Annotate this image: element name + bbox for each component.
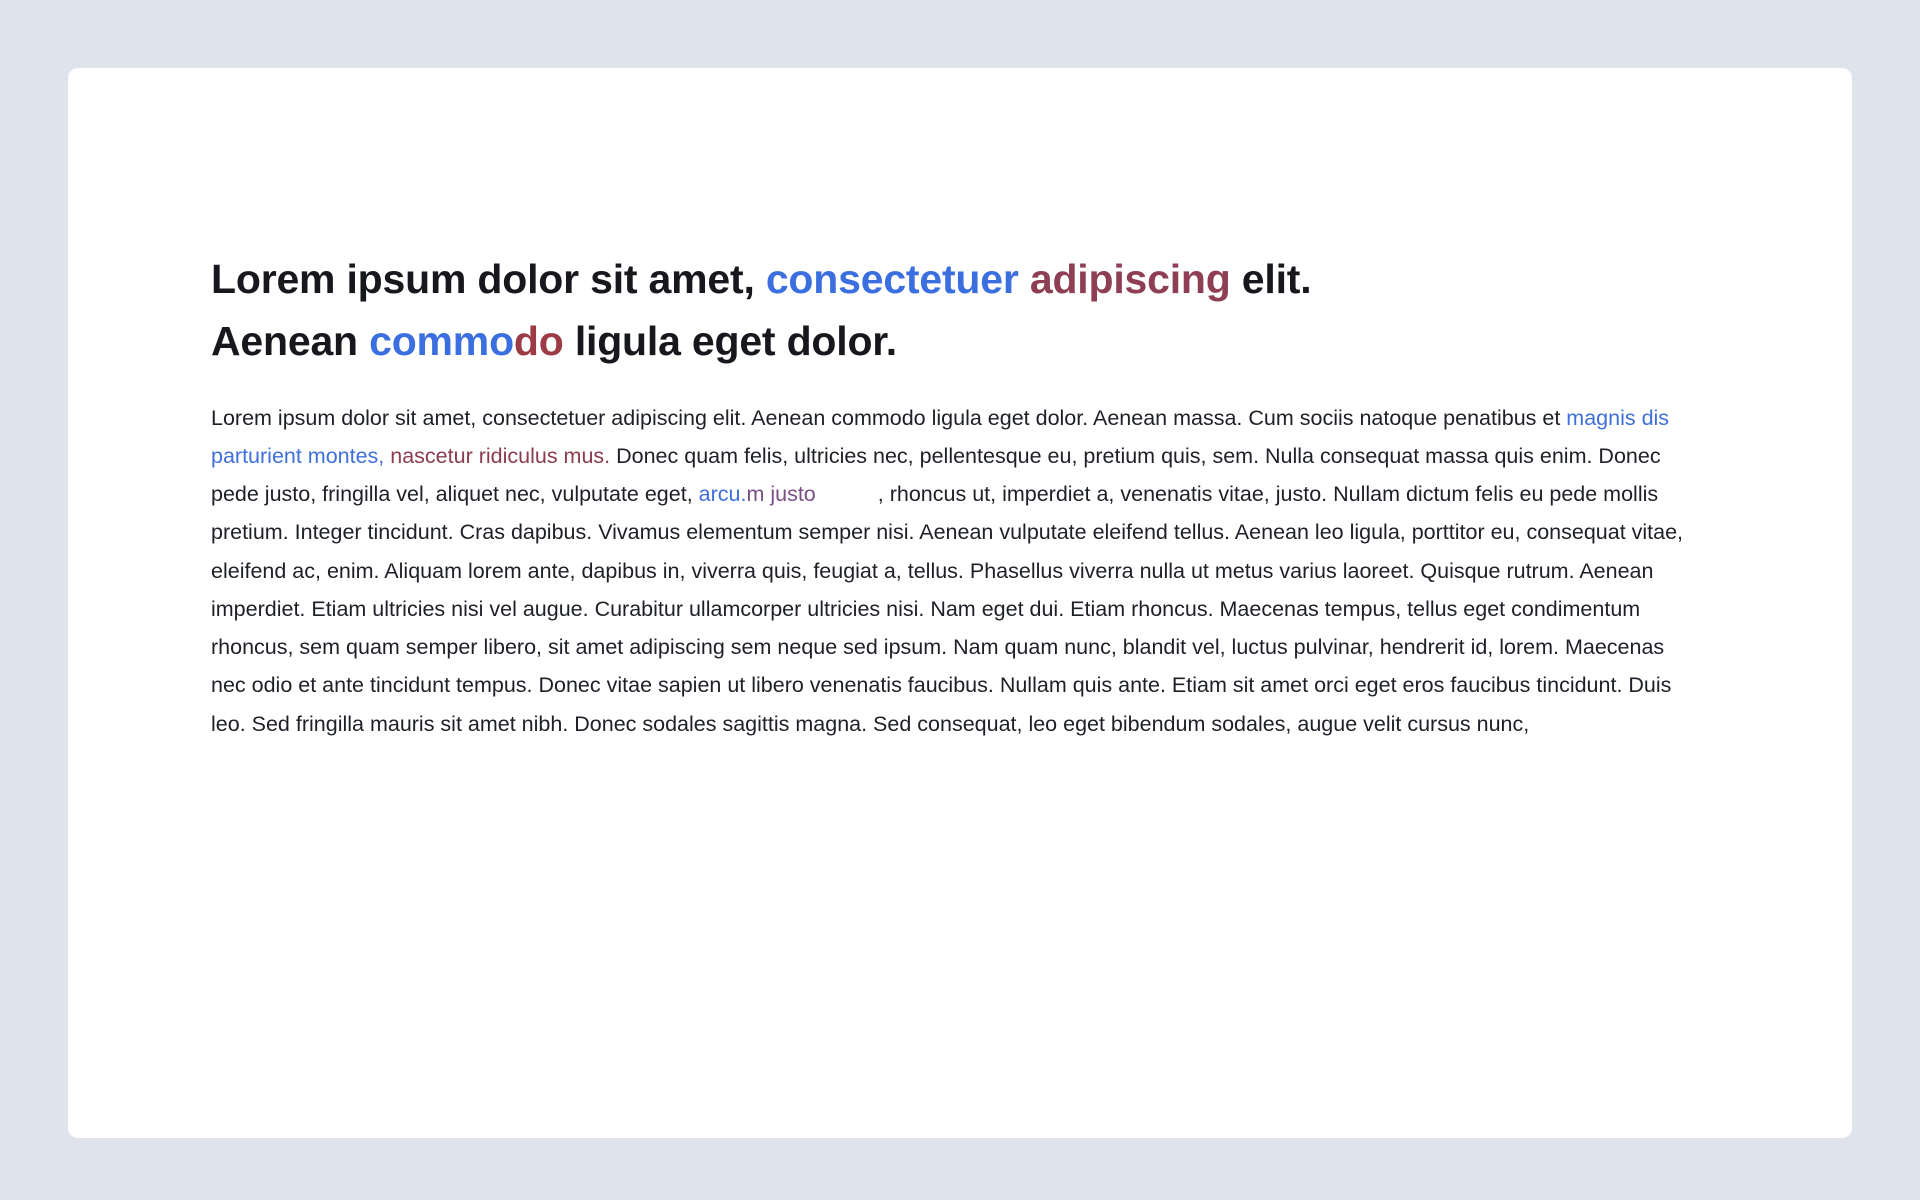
headline-accent-consectetuer: consectetuer: [765, 256, 1030, 302]
headline-text-plain-3: Aenean: [211, 318, 370, 365]
paragraph-segment-1: Lorem ipsum dolor sit amet, consectetuer adipiscing elit. Aenean commodo ligula eget dolor. Aenean massa. Cum sociis natoque penatibus et: [211, 405, 1567, 430]
headline-line-1: [211, 256, 1311, 302]
headline-accent-do: do: [513, 318, 564, 365]
headline-accent-commo: commo: [369, 318, 514, 365]
page-title: [211, 248, 1701, 373]
body-paragraph: [211, 399, 1701, 743]
headline-line-2: [211, 318, 897, 364]
inline-link-nascetur[interactable]: nascetur ridiculus mus.: [390, 443, 611, 468]
paragraph-segment-2: Donec quam felis, ultricies nec, pellentesque eu, pretium quis, sem. Nulla consequat massa quis enim. Donec pede justo, fringilla vel, aliquet nec, vulputate eget,: [211, 443, 1661, 507]
inline-link-magnis-dis[interactable]: magnis dis parturient montes,: [211, 405, 1670, 468]
inline-link-m-justo[interactable]: m justo: [746, 482, 816, 507]
inline-link-arcu[interactable]: arcu.: [698, 482, 747, 507]
headline-text-plain-1: Lorem ipsum dolor sit amet,: [211, 256, 766, 302]
headline-text-plain-4: ligula eget dolor.: [563, 318, 897, 365]
headline-accent-adipiscing: adipiscing: [1029, 256, 1231, 302]
document-card: [68, 68, 1852, 1138]
document-content: [211, 248, 1701, 743]
headline-text-plain-2: elit.: [1230, 256, 1312, 302]
paragraph-segment-3: , rhoncus ut, imperdiet a, venenatis vitae, justo. Nullam dictum felis eu pede mollis pretium. Integer tincidunt. Cras dapibus. Vivamus elementum semper nisi. Aenean vulputate eleifend tellus. Aenean leo ligula, porttitor eu, consequat vitae, eleifend ac, enim. Aliquam lorem ante, dapibus in, viverra quis, feugiat a, tellus. Phasellus viverra nulla ut metus varius laoreet. Quisque rutrum. Aenean imperdiet. Etiam ultricies nisi vel augue. Curabitur ullamcorper ultricies nisi. Nam eget dui. Etiam rhoncus. Maecenas tempus, tellus eget condimentum rhoncus, sem quam semper libero, sit amet adipiscing sem neque sed ipsum. Nam quam nunc, blandit vel, luctus pulvinar, hendrerit id, lorem. Maecenas nec odio et ante tincidunt tempus. Donec vitae sapien ut libero venenatis faucibus. Nullam quis ante. Etiam sit amet orci eget eros faucibus tincidunt. Duis leo. Sed fringilla mauris sit amet nibh. Donec sodales sagittis magna. Sed consequat, leo eget bibendum sodales, augue velit cursus nunc,: [211, 482, 1684, 736]
